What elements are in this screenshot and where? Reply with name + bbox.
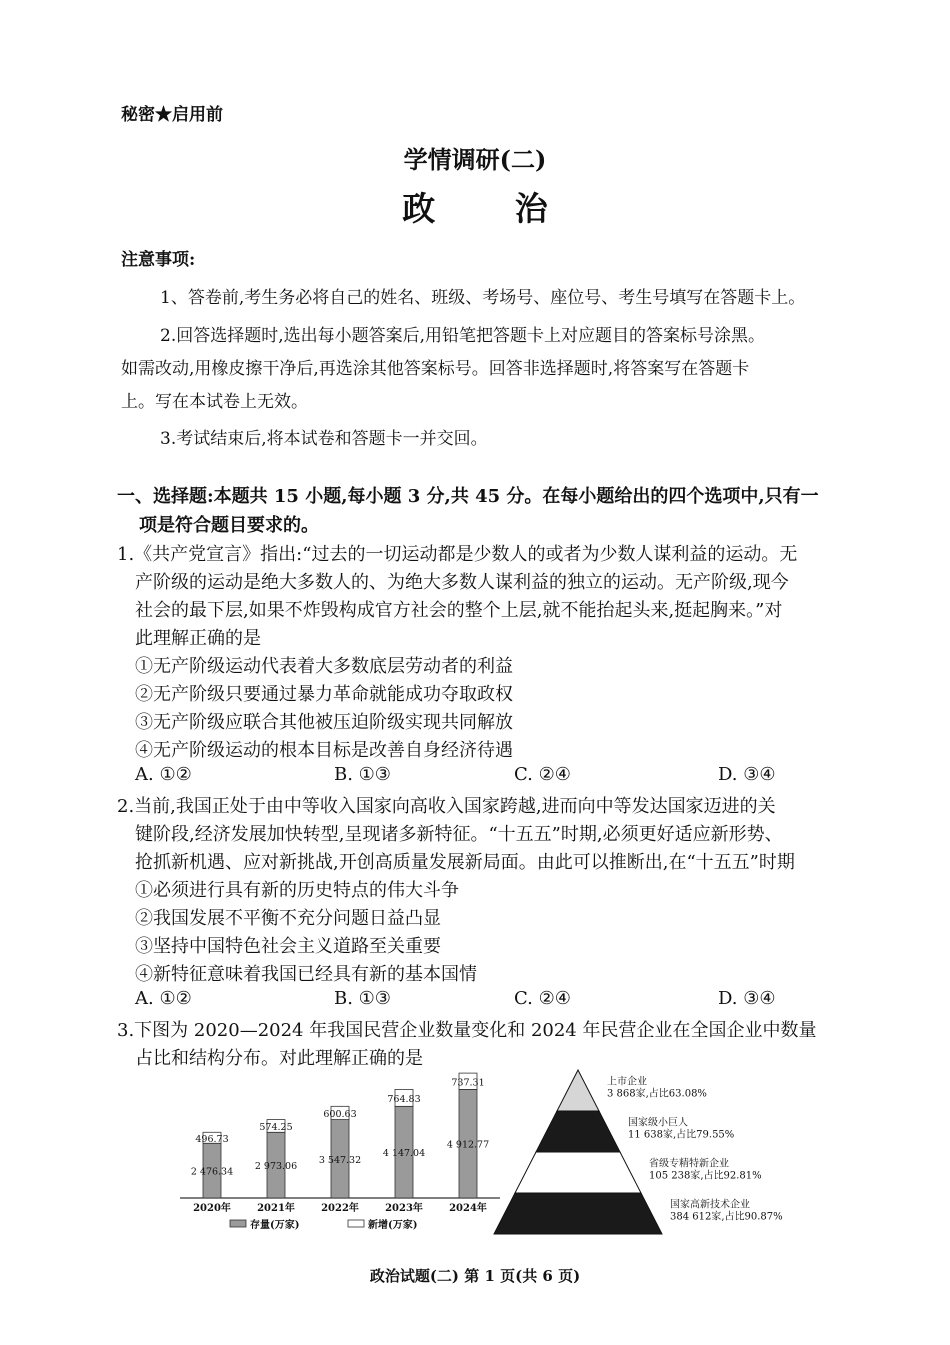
notice-item-2-line-3: 上。写在本试卷上无效。 (121, 392, 308, 412)
enterprise-count-bar-chart (180, 1073, 500, 1231)
pyramid-level (536, 1111, 620, 1152)
pyramid-level-name: 省级专精特新企业 (649, 1158, 729, 1170)
bar-label-stock: 4 147.04 (382, 1148, 426, 1160)
statement-1: ①必须进行具有新的历史特点的伟大斗争 (135, 880, 459, 901)
option-c: C. ②④ (514, 988, 571, 1009)
subject-title: 政 治 (402, 189, 582, 228)
section-heading-line-2: 项是符合题目要求的。 (139, 515, 319, 536)
statement-2: ②无产阶级只要通过暴力革命就能成功夺取政权 (135, 684, 513, 705)
question-stem-line: 抢抓新机遇、应对新挑战,开创高质量发展新局面。由此可以推断出,在“十五五”时期 (135, 852, 795, 873)
pyramid-level-value: 11 638家,占比79.55% (628, 1129, 735, 1141)
x-tick-label: 2020年 (193, 1203, 231, 1214)
x-tick-label: 2024年 (449, 1203, 487, 1214)
question-stem-line: 2.当前,我国正处于由中等收入国家向高收入国家跨越,进而向中等发达国家迈进的关 (117, 796, 776, 817)
statement-4: ④新特征意味着我国已经具有新的基本国情 (135, 964, 477, 985)
notice-item-2-line-2: 如需改动,用橡皮擦干净后,再选涂其他答案标号。回答非选择题时,将答案写在答题卡 (121, 359, 750, 379)
option-a: A. ①② (135, 764, 192, 785)
pyramid-level-value: 384 612家,占比90.87% (670, 1211, 783, 1223)
option-d: D. ③④ (718, 764, 776, 785)
bar-label-stock: 2 973.06 (254, 1161, 298, 1173)
option-a: A. ①② (135, 988, 192, 1009)
bar-label-stock: 2 476.34 (190, 1166, 234, 1178)
pyramid-level-value: 3 868家,占比63.08% (607, 1088, 707, 1100)
x-tick-label: 2021年 (257, 1203, 295, 1214)
statement-4: ④无产阶级运动的根本目标是改善自身经济待遇 (135, 740, 513, 761)
statement-2: ②我国发展不平衡不充分问题日益凸显 (135, 908, 441, 929)
pyramid-level-name: 国家高新技术企业 (670, 1199, 750, 1211)
question-stem-line: 产阶级的运动是绝大多数人的、为绝大多数人谋利益的独立的运动。无产阶级,现今 (135, 572, 789, 593)
legend-label-stock: 存量(万家) (250, 1220, 300, 1231)
question-stem-line: 键阶段,经济发展加快转型,呈现诸多新特征。“十五五”时期,必须更好适应新形势、 (135, 824, 783, 845)
pyramid-level (557, 1070, 599, 1111)
legend-swatch-new (348, 1220, 364, 1227)
legend-swatch-stock (230, 1220, 246, 1227)
pyramid-level-name: 上市企业 (607, 1076, 647, 1088)
bar-label-new: 574.25 (259, 1121, 293, 1133)
notice-item-1: 1、答卷前,考生务必将自己的姓名、班级、考场号、座位号、考生号填写在答题卡上。 (160, 288, 806, 308)
option-b: B. ①③ (334, 764, 391, 785)
bar-label-stock: 3 547.32 (318, 1154, 362, 1166)
bar-label-new: 600.63 (323, 1108, 357, 1120)
option-b: B. ①③ (334, 988, 391, 1009)
notice-item-3: 3.考试结束后,将本试卷和答题卡一并交回。 (160, 429, 488, 449)
exam-title: 学情调研(二) (403, 145, 547, 174)
section-heading-line-1: 一、选择题:本题共 15 小题,每小题 3 分,共 45 分。在每小题给出的四个选项中,只有一 (117, 486, 819, 507)
bar-label-new: 764.83 (387, 1093, 421, 1105)
question-3-figure (160, 1062, 800, 1240)
option-d: D. ③④ (718, 988, 776, 1009)
statement-3: ③坚持中国特色社会主义道路至关重要 (135, 936, 441, 957)
pyramid-level-name: 国家级小巨人 (628, 1117, 688, 1129)
question-stem-line: 此理解正确的是 (135, 628, 261, 649)
bar-label-stock: 4 912.77 (446, 1139, 490, 1151)
question-stem-line: 占比和结构分布。对此理解正确的是 (135, 1048, 423, 1069)
statement-1: ①无产阶级运动代表着大多数底层劳动者的利益 (135, 656, 513, 677)
legend-label-new: 新增(万家) (368, 1220, 418, 1231)
enterprise-structure-pyramid (494, 1070, 783, 1234)
bar-label-new: 737.31 (451, 1077, 485, 1089)
notice-item-2-line-1: 2.回答选择题时,选出每小题答案后,用铅笔把答题卡上对应题目的答案标号涂黑。 (160, 326, 766, 346)
notice-heading: 注意事项: (121, 250, 196, 270)
pyramid-level (494, 1193, 662, 1234)
pyramid-level-value: 105 238家,占比92.81% (649, 1170, 762, 1182)
x-tick-label: 2023年 (385, 1203, 423, 1214)
x-tick-label: 2022年 (321, 1203, 359, 1214)
pyramid-level (515, 1152, 641, 1193)
question-stem-line: 3.下图为 2020—2024 年我国民营企业数量变化和 2024 年民营企业在全国企业中数量 (117, 1020, 817, 1041)
statement-3: ③无产阶级应联合其他被压迫阶级实现共同解放 (135, 712, 513, 733)
confidential-mark: 秘密★启用前 (121, 105, 223, 125)
bar-label-new: 496.73 (195, 1133, 229, 1145)
question-stem-line: 社会的最下层,如果不炸毁构成官方社会的整个上层,就不能抬起头来,挺起胸来。”对 (135, 600, 783, 621)
option-c: C. ②④ (514, 764, 571, 785)
question-stem-line: 1.《共产党宣言》指出:“过去的一切运动都是少数人的或者为少数人谋利益的运动。无 (117, 544, 798, 565)
page-footer: 政治试题(二) 第 1 页(共 6 页) (369, 1267, 581, 1285)
